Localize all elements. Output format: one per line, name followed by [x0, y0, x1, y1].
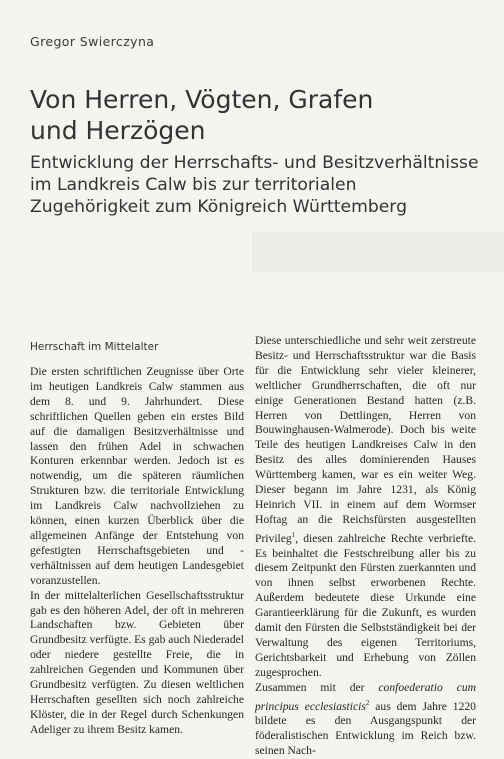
latin-term: confoederatio cum principus ecclesiasticis — [255, 680, 476, 713]
section-heading: Herrschaft im Mittelalter — [30, 341, 159, 353]
footnote-ref-1: 1 — [291, 530, 296, 539]
right-paragraph-2 — [255, 681, 476, 759]
right-paragraph-1 — [255, 334, 476, 681]
footnote-ref-2: 2 — [365, 698, 370, 707]
left-paragraph-2: In der mittelalterlichen Gesellschaftsstruktur gab es den höheren Adel, der oft in mehreren Landschaften bzw. Gebieten über Grundbesitz verfügte. Es gab auch Niederadel oder niedere gestellte Freie, die in zahlreichen Gegenden und Kommunen über Grundbesitz verfügten. Zu diesen weltlichen Herrschaften gesellten sich noch zahlreiche Klöster, die in der Regel durch Schenkungen Adeliger zu ihrem Besitz kamen. — [30, 588, 244, 736]
left-column — [30, 365, 244, 738]
right-paragraph-1-text: Diese unterschiedliche und sehr weit zerstreute Besitz- und Herrschaftsstruktur war die Basis für die Entwicklung sehr vieler kleinerer, weltlicher Grundherrschaften, die oft nur einige Generationen Bestand hatten (z.B. Herren von Dettlingen, Herren von Bouwinghausen-Walmerode). Doch bis weite Teile des heutigen Landkreises Calw in den Besitz des alles dominierenden Hauses Württemberg kamen, war es ein weiter Weg. Dieser begann im Jahre 1231, als König Heinrich VII. in einem auf dem Wormser Hoftag an die Reichsfürsten ausgestellten Privileg — [255, 334, 476, 545]
title-line-2: und Herzögen — [30, 116, 206, 145]
right-paragraph-1-text-cont: , diesen zahlreiche Rechte verbriefte. Es beinhaltet die Festschreibung aller bis zu diesem Zeitpunkt den Fürsten zuerkannten und von ihnen selbst erworbenen Rechte. Außerdem bedeutete diese Urkunde eine Garantieerklärung für die Zukunft, es wurden damit den Fürsten die Selbstständigkeit bei der Verwaltung des eigenen Territoriums, Gerichtsbarkeit und Erhebung von Zöllen zugesprochen. — [255, 531, 476, 679]
author-name: Gregor Swierczyna — [30, 34, 155, 49]
page-subtitle: Entwicklung der Herrschafts- und Besitzverhältnisse im Landkreis Calw bis zur territorialen Zugehörigkeit zum Königreich Württemberg — [30, 153, 479, 217]
right-paragraph-2-text-cont: aus dem Jahre 1220 bildete es den Ausgangspunkt der föderalistischen Entwicklung im Reich bzw. seinen Nach- — [255, 699, 476, 758]
page-title — [30, 84, 470, 146]
right-column — [255, 334, 476, 759]
background-shade — [252, 232, 504, 272]
right-paragraph-2-text: Zusammen mit der — [255, 680, 379, 694]
title-line-1: Von Herren, Vögten, Grafen — [30, 85, 374, 114]
left-paragraph-1: Die ersten schriftlichen Zeugnisse über Orte im heutigen Landkreis Calw stammen aus dem 8. und 9. Jahrhundert. Diese schriftlichen Quellen geben ein erstes Bild auf die damaligen Besitzverhältnisse und lassen den frühen Adel in schwachen Konturen erkennbar werden. Jedoch ist es notwendig, um die späteren räumlichen Strukturen bzw. die territoriale Entwicklung im Landkreis Calw nachvollziehen zu können, einen kurzen Überblick über die allgemeinen Anfänge der Entstehung von gefestigten Herrschaftsgebieten und -verhältnissen auf dem heutigen Landesgebiet voranzustellen. — [30, 365, 244, 587]
